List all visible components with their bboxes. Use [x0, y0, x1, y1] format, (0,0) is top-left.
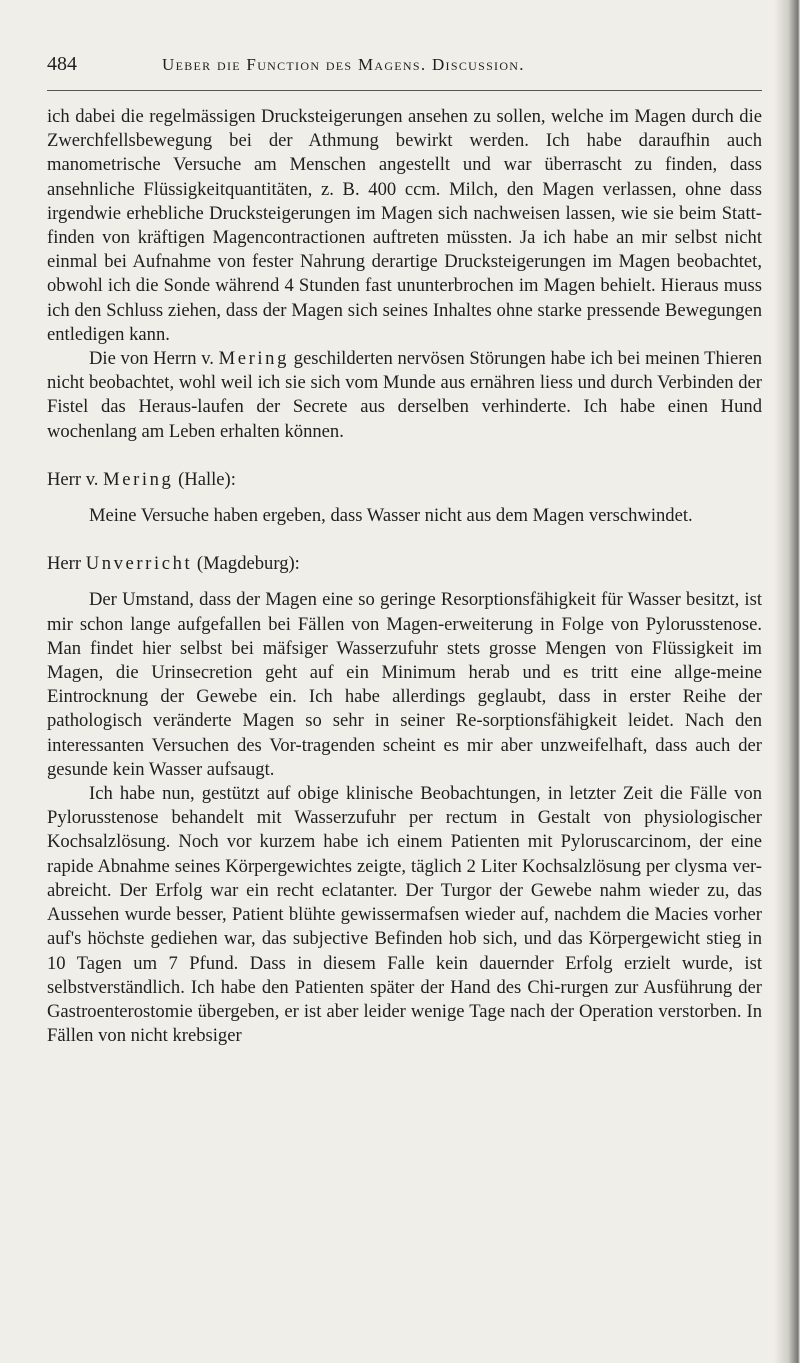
speaker-heading-mering	[47, 468, 762, 492]
speaker-name-mering: Mering	[218, 348, 289, 370]
speaker-name: Unverricht	[85, 553, 193, 575]
spacer	[47, 492, 762, 504]
page-number: 484	[47, 53, 77, 75]
speaker-location: (Halle):	[173, 468, 236, 490]
paragraph-5: Ich habe nun, gestützt auf obige klinische Beobachtungen, in letzter Zeit die Fälle von Pylorusstenose behandelt mit Wasserzufuhr per rectum in Gestalt von physiologischer Kochsalzlösung. Noch vor kurzem habe ich einem Patienten mit Pyloruscarcinom, der eine rapide Abnahme seines Körpergewichtes zeigte, täglich 2 Liter Kochsalzlösung per clysma ver-abreicht. Der Erfolg war ein recht eclatanter. Der Turgor der Gewebe nahm wieder zu, das Aussehen wurde besser, Patient blühte gewissermafsen wieder auf, nachdem die Macies vorher auf's höchste gediehen war, das subjective Befinden hob sich, und das Körpergewicht stieg in 10 Tagen um 7 Pfund. Dass in diesem Falle kein dauernder Erfolg erzielt wurde, ist selbstverständlich. Ich habe den Patienten später der Hand des Chi-rurgen zur Ausführung der Gastroenterostomie übergeben, er ist aber leider wenige Tage nach der Operation verstorben. In Fällen von nicht krebsiger	[47, 783, 762, 1047]
paragraph-2-text: Die von Herrn v.	[89, 348, 219, 370]
running-title: Ueber die Function des Magens. Discussion.	[162, 55, 525, 74]
paragraph-4: Der Umstand, dass der Magen eine so geringe Resorptionsfähigkeit für Wasser besitzt, ist mir schon lange aufgefallen bei Fällen von Magen-erweiterung in Folge von Pylorusstenose. Man findet hier selbst bei mäfsiger Wasserzufuhr stets grosse Mengen von Flüssigkeit im Magen, die Urinsecretion geht auf ein Minimum herab und es tritt eine allge-meine Eintrocknung der Gewebe ein. Ich habe allerdings geglaubt, dass in erster Reihe der pathologisch veränderte Magen so sehr in seiner Re-sorptionsfähigkeit leidet. Nach den interessanten Versuchen des Vor-tragenden scheint es mir aber unzweifelhaft, dass auch der gesunde kein Wasser aufsaugt.	[47, 589, 762, 780]
spacer	[47, 576, 762, 588]
speaker-heading-unverricht	[47, 552, 762, 576]
speaker-prefix: Herr v.	[47, 468, 104, 490]
paragraph-1: ich dabei die regelmässigen Drucksteigerungen ansehen zu sollen, welche im Magen durch die Zwerchfellsbewegung bei der Athmung bewirkt werden. Ich habe daraufhin auch manometrische Versuche am Menschen angestellt und war überrascht zu finden, dass ansehnliche Flüssigkeitquantitäten, z. B. 400 ccm. Milch, den Magen verlassen, ohne dass irgendwie erhebliche Drucksteigerungen im Magen sich nachweisen lassen, wie sie beim Statt-finden von kräftigen Magencontractionen auftreten müssten. Ja ich habe an mir selbst nicht einmal bei Aufnahme von fester Nahrung derartige Drucksteigerungen im Magen beobachtet, obwohl ich die Sonde während 4 Stunden fast ununterbrochen im Magen behielt. Hieraus muss ich den Schluss ziehen, dass der Magen sich seines Inhaltes ohne starke pressende Bewegungen entledigen kann.	[47, 106, 762, 345]
page-header	[47, 53, 762, 83]
speaker-prefix: Herr	[47, 553, 86, 575]
speaker-name: Mering	[103, 468, 174, 490]
speaker-location: (Magdeburg):	[192, 553, 300, 575]
body-text	[47, 105, 762, 1048]
paragraph-2-text-cont: geschilderten nervösen Störungen habe ich bei meinen Thieren nicht beobachtet, wohl weil ich sie sich vom Munde aus ernähren liess und durch Verbinden der Fistel das Heraus-laufen der Secrete aus derselben verhinderte. Ich habe einen Hund wochenlang am Leben erhalten können.	[47, 348, 762, 442]
header-rule	[47, 90, 762, 91]
paragraph-2	[47, 347, 762, 444]
spacer	[47, 444, 762, 468]
spacer	[47, 528, 762, 552]
paragraph-3: Meine Versuche haben ergeben, dass Wasser nicht aus dem Magen verschwindet.	[89, 505, 693, 527]
page-edge-shadow	[774, 0, 800, 1363]
